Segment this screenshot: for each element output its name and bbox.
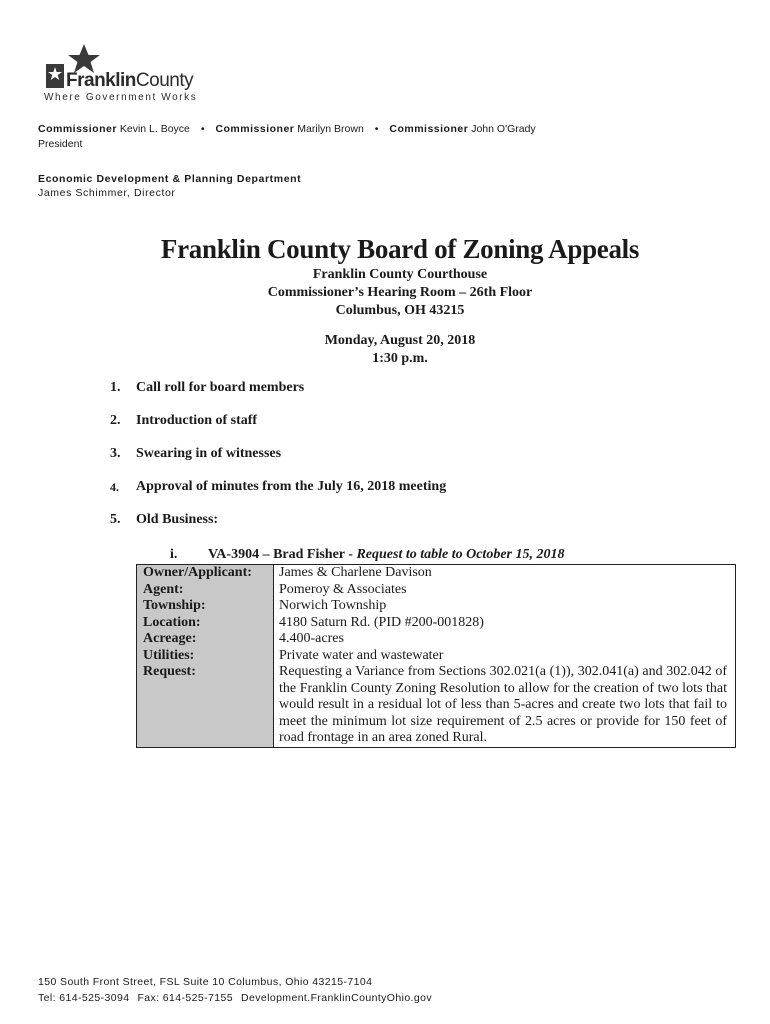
case-values [274,565,736,748]
department-director: James Schimmer, Director [38,187,176,199]
franklin-county-logo [44,44,214,106]
commissioner-name: John O'Grady [471,123,536,135]
case-numeral: i. [170,547,178,562]
datetime-block [0,332,770,368]
case-id: VA-3904 – Brad Fisher - [208,547,357,562]
logo-tagline: Where Government Works [44,92,198,103]
case-heading [170,546,564,564]
value-township: Norwich Township [279,598,387,613]
value-request: Requesting a Variance from Sections 302.021(a (1)), 302.041(a) and 302.042 of the Franklin County Zoning Resolution to allow for the creation of two lots that would result in a residual lot of less than 5-acres and create two lots that fail to meet the minimum lot size requirement of 2.5 acres or provide for 150 feet of road frontage in an area zoned Rural. [279,664,727,745]
commissioners-line [38,122,536,152]
meeting-time: 1:30 p.m. [372,351,428,366]
separator: • [200,123,205,135]
separator: • [374,123,379,135]
logo-wordmark: FranklinCounty [66,70,194,91]
venue-line: Commissioner’s Hearing Room – 26th Floor [267,285,533,300]
label-utilities: Utilities: [143,647,195,663]
commissioner-name: Marilyn Brown [297,123,364,135]
agenda-item: 1. Call roll for board members [110,380,305,395]
label-request: Request: [143,664,196,679]
value-location: 4180 Saturn Rd. (PID #200-001828) [279,614,484,630]
value-acreage: 4.400-acres [279,631,344,646]
footer-address: 150 South Front Street, FSL Suite 10 Columbus, Ohio 43215-7104 [38,976,373,988]
agenda-item: 4. Approval of minutes from the July 16, 2018 meeting [110,479,447,494]
agenda-item: 3. Swearing in of witnesses [110,446,282,461]
footer-fax: Fax: 614-525-7155 [137,992,233,1004]
president-label: President [38,138,83,150]
agenda-item: 2. Introduction of staff [110,413,258,428]
commissioners-row: Commissioner Kevin L. Boyce • Commissioner Marilyn Brown • Commissioner John O'Grady [38,123,536,135]
case-note: Request to table to October 15, 2018 [356,547,565,562]
department-name: Economic Development & Planning Department [38,173,302,185]
case-labels [137,565,274,748]
footer-contact [38,990,432,1006]
agenda-list [110,378,446,543]
page-title: Franklin County Board of Zoning Appeals [160,234,640,264]
meeting-date: Monday, August 20, 2018 [324,333,476,348]
venue-line: Columbus, OH 43215 [335,303,465,318]
footer-website-link[interactable]: Development.FranklinCountyOhio.gov [240,992,433,1004]
label-acreage: Acreage: [143,631,197,646]
footer-tel: Tel: 614-525-3094 [38,992,130,1004]
label-location: Location: [143,614,201,630]
label-agent: Agent: [143,581,184,597]
label-owner: Owner/Applicant: [143,565,252,580]
venue-block [0,266,770,320]
agenda-item: 5. Old Business: [110,512,219,527]
footer [38,974,432,1006]
commissioner-name: Kevin L. Boyce [119,123,190,135]
label-township: Township: [143,598,206,613]
venue-line: Franklin County Courthouse [312,267,488,282]
value-utilities: Private water and wastewater [279,647,444,663]
value-owner: James & Charlene Davison [279,565,432,580]
case-details-table [136,564,736,748]
department-block [38,172,301,200]
value-agent: Pomeroy & Associates [279,581,407,597]
